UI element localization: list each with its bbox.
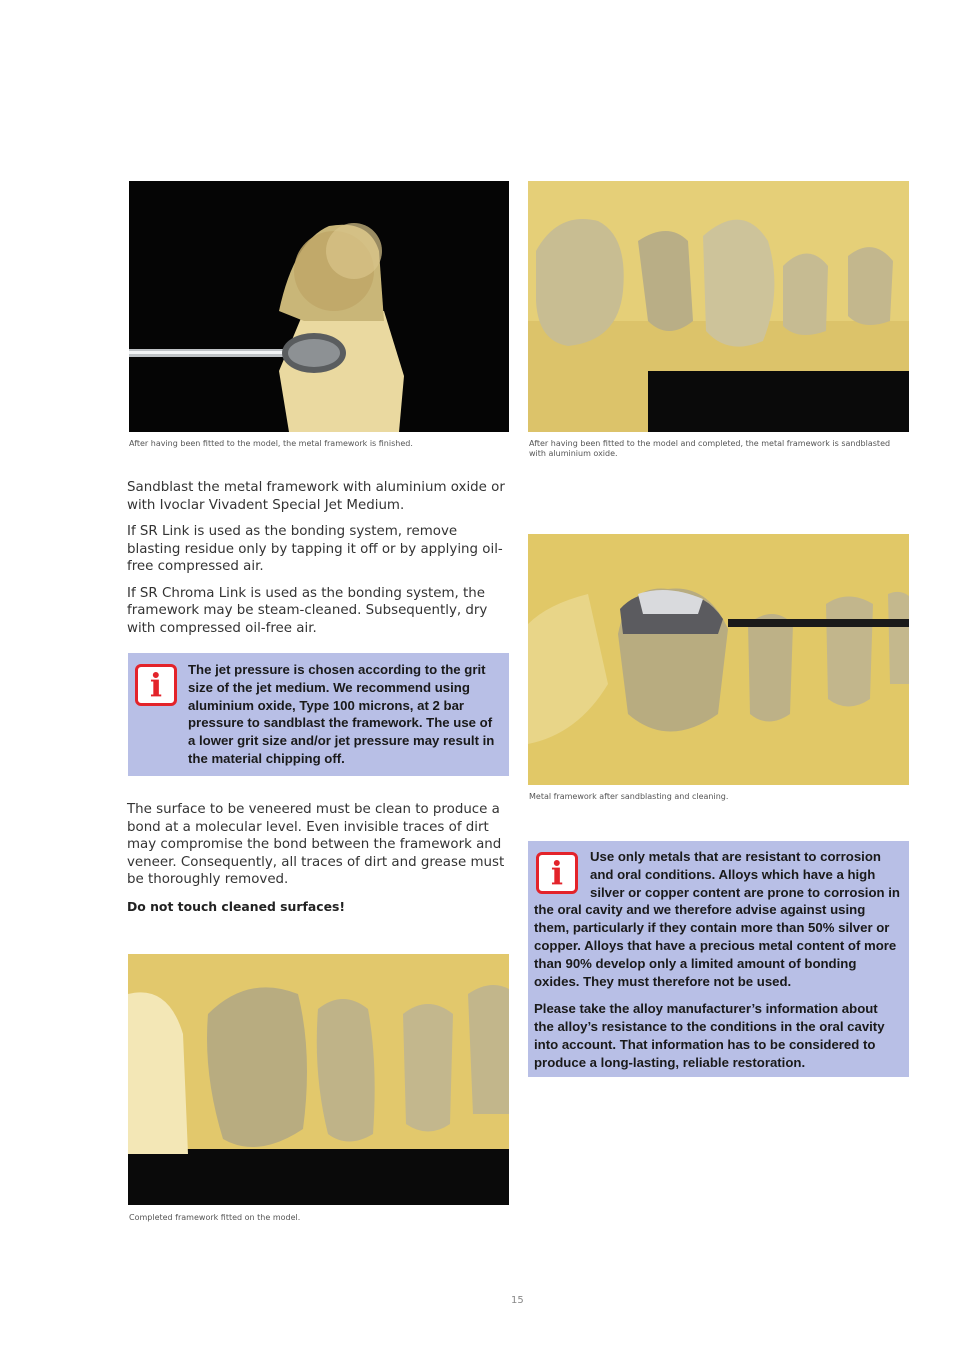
info-icon: i (135, 664, 177, 706)
page-number: 15 (511, 1295, 524, 1306)
instructions-text (127, 479, 512, 646)
photo-framework-sandblasted (528, 181, 909, 432)
info-icon: i (536, 852, 578, 894)
photo-caption: After having been fitted to the model and completed, the metal framework is sandblasted with aluminium oxide. (529, 439, 891, 458)
photo-caption: Completed framework fitted on the model. (129, 1213, 301, 1222)
info-box-alloys (528, 841, 909, 1077)
paragraph: If SR Chroma Link is used as the bonding system, the framework may be steam-cleaned. Subsequently, dry with compressed oil-free air. (127, 585, 488, 636)
warning-note: Do not touch cleaned surfaces! (127, 899, 346, 914)
info-box-paragraph: Use only metals that are resistant to corrosion and oral conditions. Alloys which have a high silver or copper content are prone to corrosion in the oral cavity and we therefore advise against using them, particularly if they contain more than 50% silver or copper. Alloys that have a precious metal content of more than 90% develop only a limited amount of bonding oxides. They must therefore not be used. (534, 849, 900, 989)
photo-completed-framework (128, 954, 509, 1205)
photo-caption: After having been fitted to the model, the metal framework is finished. (129, 439, 413, 448)
surface-cleaning-text (127, 801, 512, 898)
photo-caption: Metal framework after sandblasting and cleaning. (529, 792, 729, 801)
paragraph: Sandblast the metal framework with aluminium oxide or with Ivoclar Vivadent Special Jet Medium. (127, 480, 505, 513)
info-box-paragraph: Please take the alloy manufacturer’s information about the alloy’s resistance to the conditions in the oral cavity into account. That information has to be considered to produce a long-lasting, reliable restoration. (534, 1001, 885, 1070)
photo-framework-finishing (129, 181, 509, 432)
photo-framework-cleaned (528, 534, 909, 785)
paragraph: The surface to be veneered must be clean to produce a bond at a molecular level. Even invisible traces of dirt may compromise the bond between the framework and veneer. Consequently, all traces of dirt and grease must be thoroughly removed. (127, 802, 505, 887)
info-box-text: The jet pressure is chosen according to the grit size of the jet medium. We recommend using aluminium oxide, Type 100 microns, at 2 bar pressure to sandblast the framework. The use of a lower grit size and/or jet pressure may result in the material chipping off. (188, 662, 495, 766)
info-box-jet-pressure (128, 653, 509, 776)
paragraph: If SR Link is used as the bonding system, remove blasting residue only by tapping it off or by applying oil-free compressed air. (127, 524, 503, 574)
